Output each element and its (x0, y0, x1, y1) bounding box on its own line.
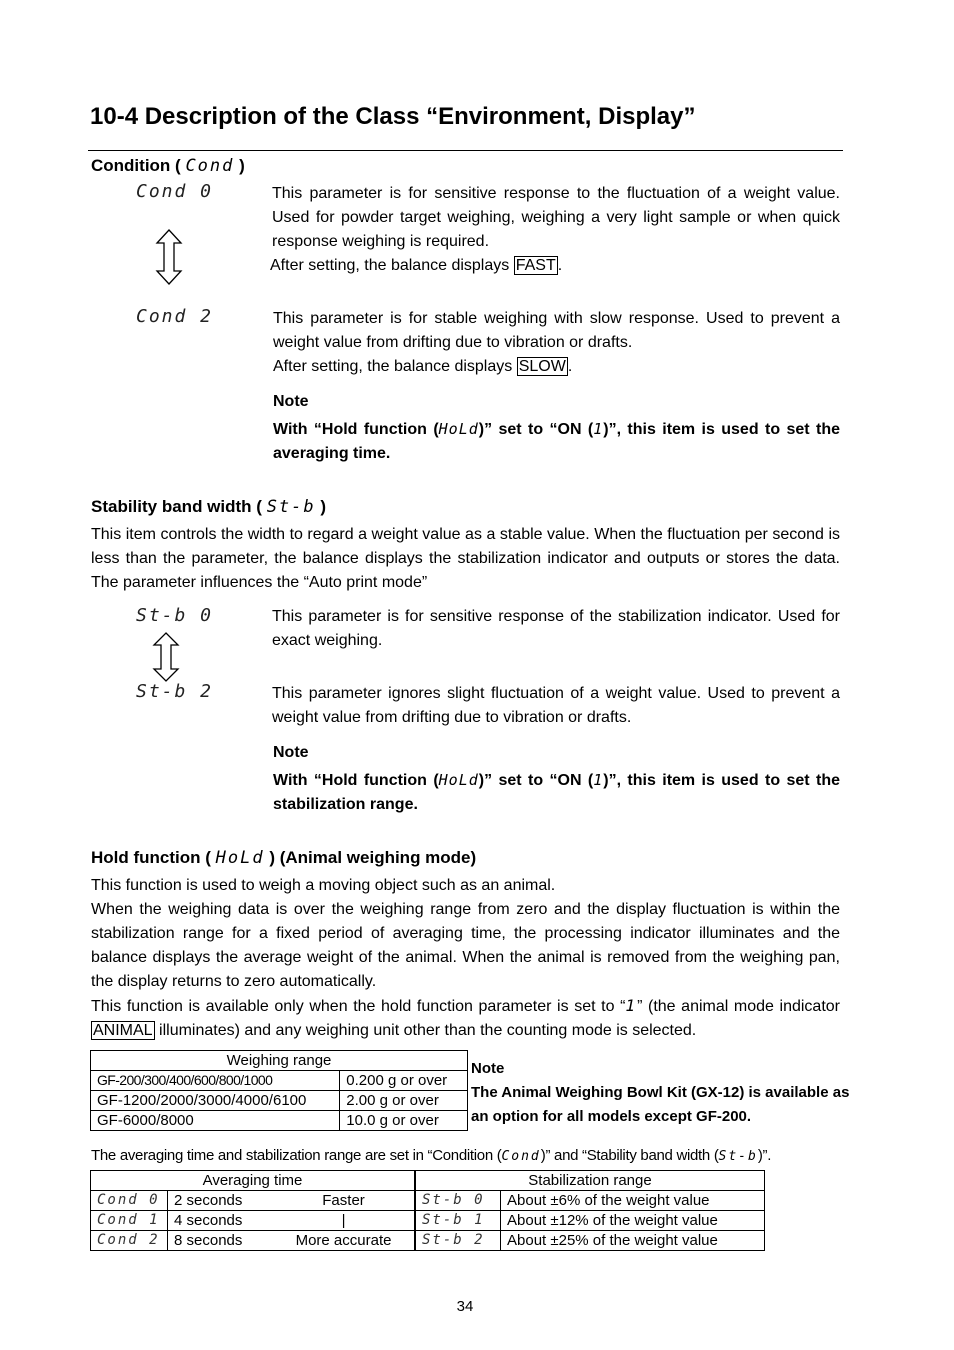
table-row: Cond 1 4 seconds | (91, 1211, 415, 1231)
averaging-time-table (90, 1170, 415, 1251)
condition-heading: Condition ( Cond ) (91, 156, 245, 176)
title-underline (88, 150, 843, 151)
kit-note: Note The Animal Weighing Bowl Kit (GX-12) is available as an option for all models except GF-200. (471, 1060, 850, 1125)
fast-display-box: FAST (515, 257, 556, 274)
stb2-description: This parameter ignores slight fluctuation of a weight value. Used to prevent a weight value from drifting due to vibration or drafts. (272, 685, 840, 726)
page-number: 34 (456, 1298, 474, 1315)
stabilization-range-header: Stabilization range (416, 1171, 765, 1191)
condition-note: Note With “Hold function (HoLd)” set to “ON (1)”, this item is used to set the averaging time. (273, 393, 841, 462)
table-row: Cond 2 8 seconds More accurate (91, 1231, 415, 1251)
cond0-code: Cond 0 (136, 181, 214, 202)
stb0-description: This parameter is for sensitive response of the stabilization indicator. Used for exact weighing. (272, 608, 840, 649)
double-arrow-icon (152, 632, 180, 682)
table-row: Cond 0 2 seconds Faster (91, 1191, 415, 1211)
table-row: GF-6000/8000 10.0 g or over (91, 1111, 468, 1131)
cond2-description: This parameter is for stable weighing with slow response. Used to prevent a weight value from drifting due to vibration or drafts. After setting, the balance displays SLOW . (273, 310, 840, 375)
table-row: St-b 2 About ±25% of the weight value (416, 1231, 765, 1251)
stability-intro: This item controls the width to regard a weight value as a stable value. When the fluctuation per second is less than the parameter, the balance displays the stabilization indicator and outputs or stores the data. The parameter influences the “Auto print mode” (91, 526, 840, 591)
cond0-description: This parameter is for sensitive response to the fluctuation of a weight value. Used for powder target weighing, weighing a very light sample or when quick response weighing is required. After setting, the balance displays FAST . (270, 185, 840, 274)
weighing-range-header: Weighing range (91, 1051, 468, 1071)
animal-indicator-box: ANIMAL (93, 1022, 153, 1039)
stability-note: Note With “Hold function (HoLd)” set to “ON (1)”, this item is used to set the stabilization range. (273, 744, 841, 813)
table-row: GF-1200/2000/3000/4000/6100 2.00 g or over (91, 1091, 468, 1111)
averaging-time-header: Averaging time (91, 1171, 415, 1191)
weighing-range-table (90, 1050, 468, 1131)
table-row: St-b 0 About ±6% of the weight value (416, 1191, 765, 1211)
stability-heading-code: St-b (266, 497, 316, 517)
cond2-code: Cond 2 (136, 306, 214, 327)
stb0-code: St-b 0 (136, 605, 214, 626)
stabilization-range-table (415, 1170, 765, 1251)
averaging-sentence: The averaging time and stabilization range are set in “Condition (Cond)” and “Stability band width (St-b)”. (91, 1147, 772, 1164)
hold-heading-code: HoLd (215, 848, 265, 868)
page-title: 10-4 Description of the Class “Environment, Display” (90, 103, 696, 130)
condition-heading-code: Cond (185, 156, 235, 176)
hold-heading: Hold function ( HoLd ) (Animal weighing mode) (91, 848, 477, 868)
table-row: GF-200/300/400/600/800/1000 0.200 g or over (91, 1071, 468, 1091)
slow-display-box: SLOW (518, 358, 566, 375)
hold-description: This function is used to weigh a moving object such as an animal. When the weighing data is over the weighing range from zero and the display fluctuation is within the stabilization range for a fixed period of averaging time, the processing indicator illuminates and the balance displays the average weight of the animal. When the animal is removed from the weighing pan, the display returns to zero automatically. This function is available only when the hold function parameter is set to “1” (the animal mode indicator ANIMAL illuminates) and any weighing unit other than the counting mode is selected. (91, 877, 840, 1039)
stb2-code: St-b 2 (136, 681, 214, 702)
double-arrow-icon (155, 229, 183, 285)
stability-heading: Stability band width ( St-b ) (91, 497, 327, 517)
table-row: St-b 1 About ±12% of the weight value (416, 1211, 765, 1231)
